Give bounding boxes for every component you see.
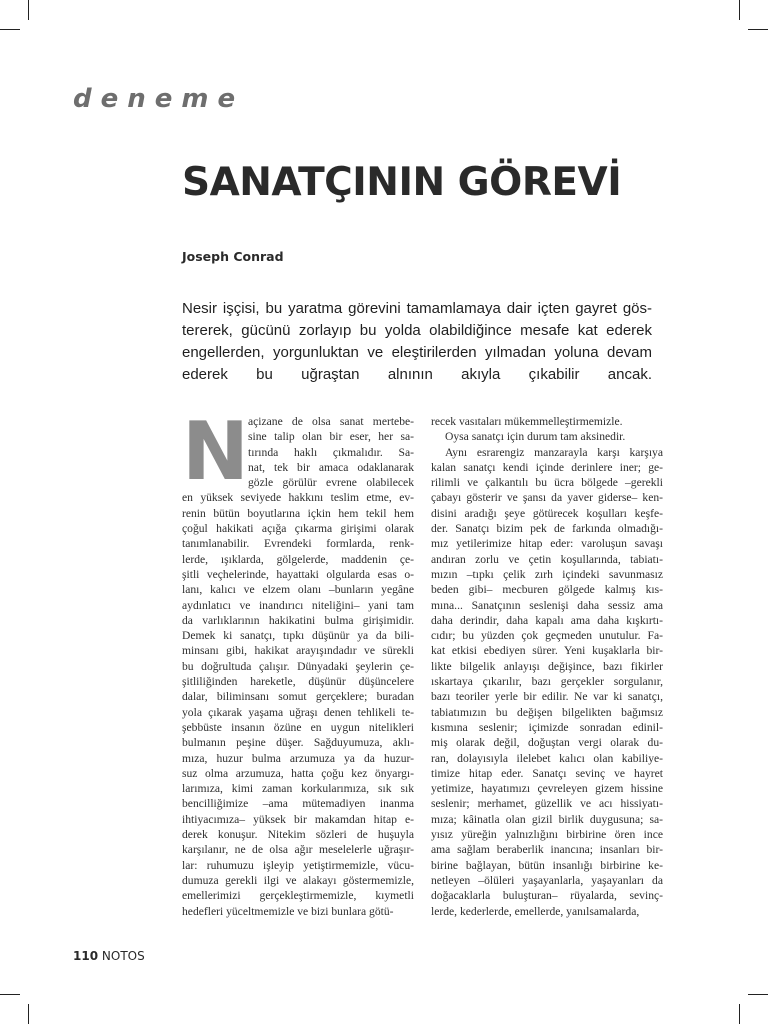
crop-mark [28, 1004, 29, 1024]
lead-line: tererek, gücünü zorlayıp bu yolda olabildiğince mesafe kat ederek [182, 322, 652, 339]
body-line: ran, dolayısıyla ilelebet kalıcı olan kabiliye- [431, 751, 663, 765]
body-line: lerde, kederlerde, emellerde, yanılsamalarda, [431, 904, 640, 918]
lead-line: engellerden, yorgunluktan ve eleştirilerden yılmadan yoluna devam [182, 344, 652, 361]
body-line: daha derindir, daha kapalı ama daha kışkırtı- [431, 613, 663, 627]
body-line: kalan sanatçı kendi içinde derinlere iner; ge- [431, 460, 663, 474]
body-line: lerde, ışıklarda, gölgelerde, maddenin çe- [182, 552, 414, 566]
page-footer [73, 949, 145, 963]
crop-mark [28, 0, 29, 20]
body-line: yetimize, hayatımızı çevreleyen gizem hissine [431, 782, 663, 796]
body-line: sine talip olan bir eser, her sa- [248, 430, 414, 444]
body-line: mıza; kâinatla olan gizil birlik duygusuna; sa- [431, 812, 663, 826]
body-line: hedefleri yüceltmemizle ve bizi bunlara götü- [182, 904, 394, 918]
body-line: ihtiyacımıza– yüksek bir makamdan hitap e- [182, 812, 414, 826]
body-line: likte bilgelik anlayışı değişince, bazı fikirler [431, 659, 663, 673]
lead-paragraph [182, 298, 652, 386]
drop-cap: N [182, 405, 249, 498]
lead-line: ederek bu uğraştan alnının akıyla çıkabilir ancak. [182, 366, 652, 383]
body-line: Demek ki sanatçı, tıpkı düşünür ya da bili- [182, 629, 414, 643]
article-title: SANATÇININ GÖREVİ [182, 160, 622, 205]
body-line: da varlıklarının hakikatini bulma girişimidir. [182, 613, 414, 627]
body-line: rilimli ve çalkantılı bu ücra bölgede –gerekli [431, 476, 663, 490]
body-line: mız yetilerimize hitap eder: varoluşun savaşı [431, 537, 663, 551]
body-line: emellerimizi gerçekleştirmemizle, kıymetli [182, 889, 414, 903]
body-line: ıskartaya çıkarılır, bazı gerçekler sorgulanır, [431, 675, 663, 689]
body-line: tırında haklı çıkmalıdır. Sa- [248, 445, 414, 459]
crop-mark [739, 1004, 740, 1024]
body-line: şitliliğinden hareketle, düşünür düşüncelere [182, 675, 414, 689]
lead-line: Nesir işçisi, bu yaratma görevini tamamlamaya dair içten gayret gös- [182, 300, 652, 317]
body-line: bencilliğimize –ama mütemadiyen inanma [182, 797, 414, 811]
body-line: miş olarak değil, doğuştan vergi olarak du- [431, 736, 663, 750]
body-line: dumuza gerekli ilgi ve alakayı göstermemizle, [182, 873, 414, 887]
body-line: şebbüste insanın özüne en uygun nitelikleri [182, 720, 414, 734]
body-line: çabayı gösterir ve şansı da yaver giderse– ken- [431, 491, 663, 505]
body-line: bulmanın peşine düşer. Sağduyumuza, aklı- [182, 736, 414, 750]
body-line: der. Sanatçı bizim pek de farkında olmadığı- [431, 522, 663, 536]
body-line: larımıza, kimi zaman korkularımıza, sık sık [182, 782, 414, 796]
body-line: bazı teoriler yerle bir edilir. Ne var ki sanatçı, [431, 690, 663, 704]
body-line: kat etkisi ebediyen sürer. Yeni kuşaklarla bir- [431, 644, 663, 658]
crop-mark [748, 994, 768, 995]
magazine-name: NOTOS [101, 949, 145, 963]
body-line: aydınlatıcı ve inandırıcı niteliğini– yani tam [182, 598, 414, 612]
body-line: karşılanır, ne de olsa ağır meselelerle uğraşır- [182, 843, 414, 857]
section-label: deneme [73, 84, 245, 114]
body-line: mızın –tıpkı çelik zırh içindeki savunmasız [431, 567, 663, 581]
body-line: netleyen –ölüleri yaşayanlarla, yaşayanları da [431, 873, 663, 887]
crop-mark [748, 29, 768, 30]
body-line: andıran zorlu ve çetin koşullarında, tabiatı- [431, 552, 663, 566]
body-line: cıdır; bu yüzden çok geçmeden unutulur. Fa- [431, 629, 663, 643]
body-line: recek vasıtaları mükemmelleştirmemizle. [431, 415, 623, 428]
body-line: ama sağlam beraberlik inancına; insanları bir- [431, 843, 663, 857]
crop-mark [0, 994, 20, 995]
body-line: Aynı esrarengiz manzarayla karşı karşıya [445, 445, 663, 459]
body-line: timize hitap eder. Sanatçı sevinç ve hayret [431, 766, 663, 780]
body-line: mıza, huzur bulma arzumuza ya da huzur- [182, 751, 414, 765]
body-line: gözle görülür evrene olabilecek [248, 476, 414, 490]
body-line: tabiatımızın bu değişen bilgelikten bağımsız [431, 705, 663, 719]
body-column-left [182, 405, 414, 919]
body-line: suz olma arzumuza, hatta çoğu kez önyargı- [182, 766, 414, 780]
crop-mark [739, 0, 740, 20]
body-line: dalar, biliminsanı somut gerçeklere; buradan [182, 690, 414, 704]
body-line: açizane de olsa sanat mertebe- [248, 415, 414, 428]
body-line: renin bütün boyutlarına içkin hem tekil hem [182, 506, 414, 520]
body-line: minsanı gibi, hakikat arayışındadır ve sürekli [182, 644, 414, 658]
body-line: Oysa sanatçı için durum tam aksinedir. [445, 430, 626, 444]
body-line: lar: ruhumuzu işleyip yetiştirmemizle, vücu- [182, 858, 414, 872]
body-line: şitli veçhelerinde, hayattaki olgularda esas o- [182, 567, 414, 581]
body-line: lanı, kalıcı ve elzem olanı –bunların yegâne [182, 583, 414, 597]
body-line: seslenir; merhamet, güzellik ve acı hissiyatı- [431, 797, 663, 811]
body-line: beden gibi– mecburen gölgede kalmış kıs- [431, 583, 663, 597]
body-line: kısmına seslenir; içimizde sonradan edinil- [431, 720, 663, 734]
body-line: yola çıkarak yaşama uğraşı denen tehlikeli te- [182, 705, 414, 719]
body-line: disini aradığı şeye götürecek koşulları keşfe- [431, 506, 663, 520]
body-line: tanımlanabilir. Evrendeki formlarda, renk- [182, 537, 414, 551]
body-line: mına... Sanatçının seslenişi daha sessiz ama [431, 598, 663, 612]
page-number: 110 [73, 949, 99, 963]
body-line: birine bağlayan, bütün insanlığı birbirine ke- [431, 858, 663, 872]
author-name: Joseph Conrad [182, 249, 284, 264]
body-line: doğacaklarla buluşturan– rüyalarda, sevinç- [431, 889, 663, 903]
body-column-right [431, 414, 663, 919]
body-line: en yüksek seviyede hakkını teslim etme, ev- [182, 491, 414, 505]
crop-mark [0, 29, 20, 30]
body-line: derek konuşur. Nitekim sözleri de huşuyla [182, 828, 414, 842]
body-line: nat, tek bir amaca odaklanarak [248, 460, 414, 474]
body-line: bu doğrultuda çalışır. Dünyadaki şeylerin çe- [182, 659, 414, 673]
body-line: çoğul hakikati açığa çıkarma girişimi olarak [182, 522, 414, 536]
body-line: yısız yüreğin yalnızlığını birbirine ören ince [431, 828, 663, 842]
